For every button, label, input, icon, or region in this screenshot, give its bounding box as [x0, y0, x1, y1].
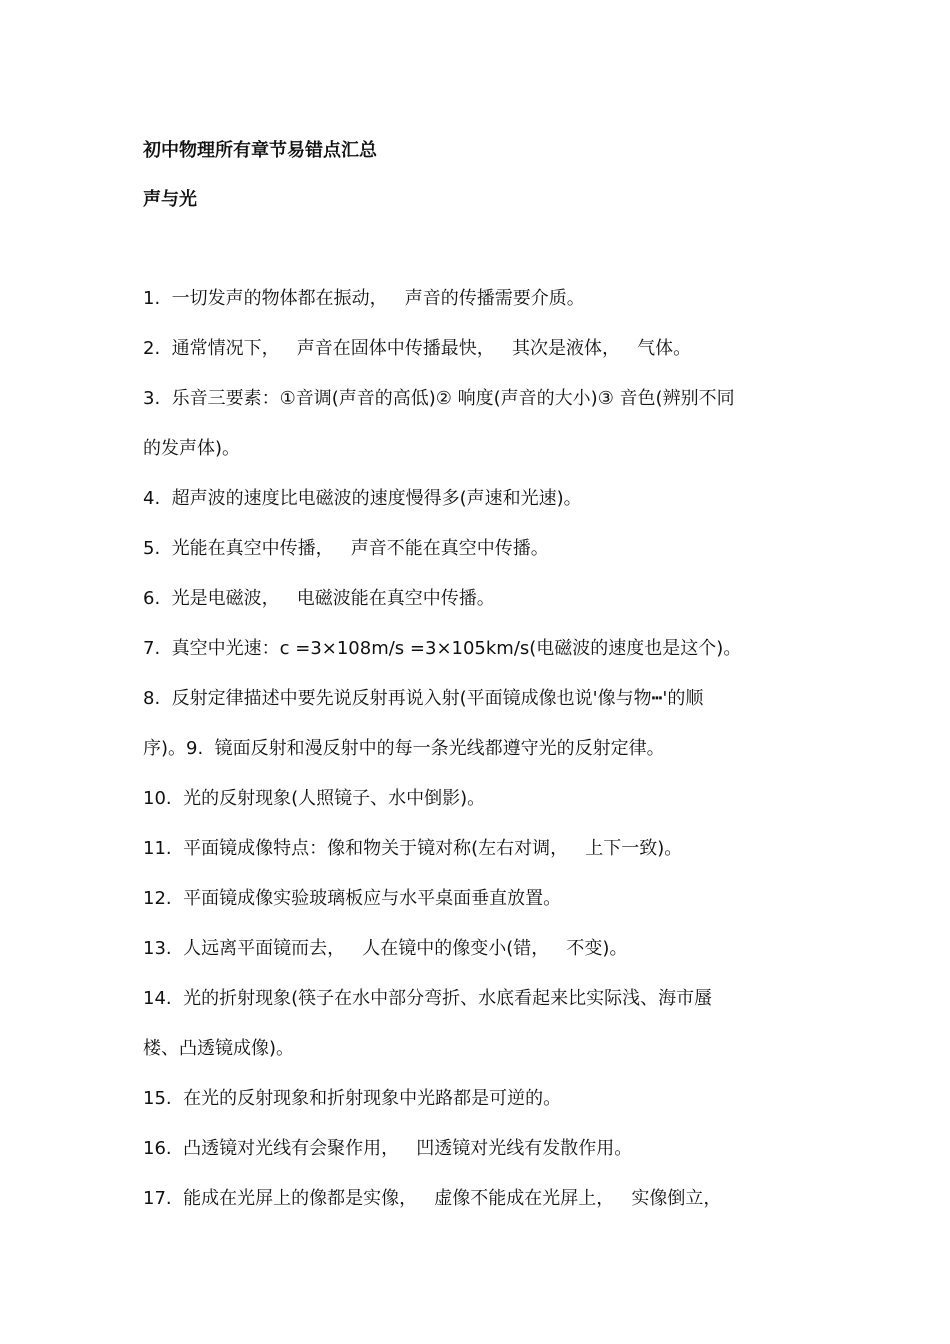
text-line: 序)。9. 镜面反射和漫反射中的每一条光线都遵守光的反射定律。	[143, 738, 665, 759]
text-line: 11. 平面镜成像特点：像和物关于镜对称(左右对调， 上下一致)。	[143, 838, 683, 859]
text-line: 14. 光的折射现象(筷子在水中部分弯折、水底看起来比实际浅、海市蜃	[143, 988, 713, 1009]
text-line: 楼、凸透镜成像)。	[143, 1038, 295, 1059]
text-line: 的发声体)。	[143, 438, 241, 459]
text-line: 7. 真空中光速：c =3×108m/s =3×105km/s(电磁波的速度也是这个)。	[143, 638, 742, 659]
text-line: 12. 平面镜成像实验玻璃板应与水平桌面垂直放置。	[143, 888, 562, 909]
document-title: 初中物理所有章节易错点汇总	[143, 140, 377, 161]
text-line: 16. 凸透镜对光线有会聚作用， 凹透镜对光线有发散作用。	[143, 1138, 633, 1159]
text-line: 15. 在光的反射现象和折射现象中光路都是可逆的。	[143, 1088, 562, 1109]
text-line: 13. 人远离平面镜而去， 人在镜中的像变小(错， 不变)。	[143, 938, 628, 959]
text-line: 1. 一切发声的物体都在振动， 声音的传播需要介质。	[143, 288, 585, 309]
text-line: 17. 能成在光屏上的像都是实像， 虚像不能成在光屏上， 实像倒立，	[143, 1188, 722, 1209]
text-line: 5. 光能在真空中传播， 声音不能在真空中传播。	[143, 538, 549, 559]
text-line: 3. 乐音三要素：①音调(声音的高低)② 响度(声音的大小)③ 音色(辨别不同	[143, 388, 735, 409]
text-line: 10. 光的反射现象(人照镜子、水中倒影)。	[143, 788, 486, 809]
text-line: 2. 通常情况下， 声音在固体中传播最快， 其次是液体， 气体。	[143, 338, 692, 359]
body-text	[143, 286, 803, 1236]
text-line: 4. 超声波的速度比电磁波的速度慢得多(声速和光速)。	[143, 488, 582, 509]
text-line: 8. 反射定律描述中要先说反射再说入射(平面镜成像也说'像与物┅'的顺	[143, 688, 704, 709]
text-line: 6. 光是电磁波， 电磁波能在真空中传播。	[143, 588, 495, 609]
section-heading: 声与光	[143, 189, 197, 210]
